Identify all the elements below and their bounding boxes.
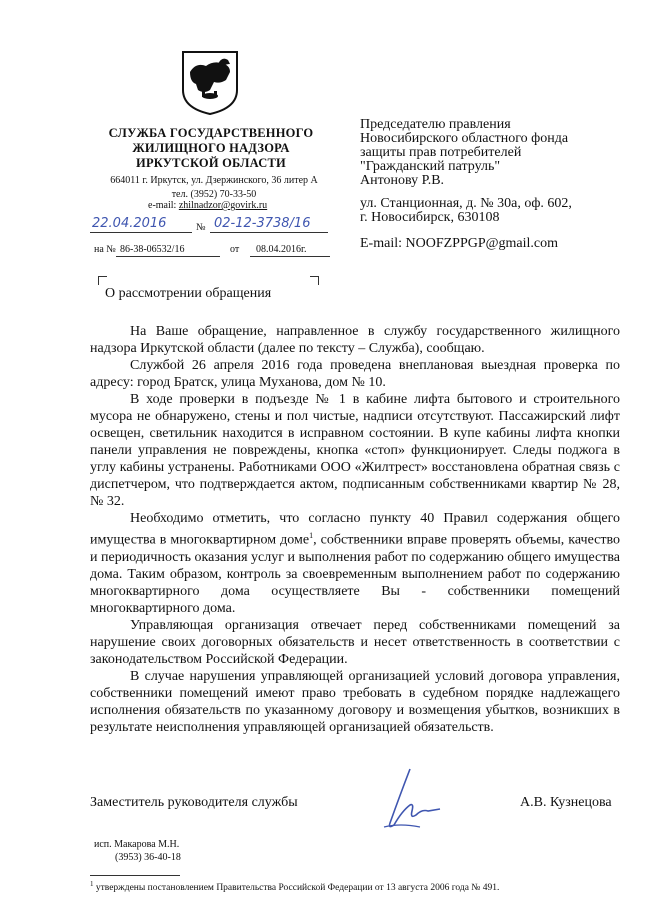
footnote-ref: 1 xyxy=(309,531,314,540)
handwritten-signature xyxy=(370,765,450,840)
sender-address: 664011 г. Иркутск, ул. Дзержинского, 36 литер А xyxy=(110,175,318,186)
recipient-email: E-mail: NOOFZPPGP@gmail.com xyxy=(360,236,559,251)
recipient-line: Председателю правления xyxy=(360,117,511,132)
letter-body xyxy=(90,323,620,736)
executor-phone: (3953) 36-40-18 xyxy=(115,852,181,863)
coat-of-arms-emblem xyxy=(180,50,240,116)
signatory-position: Заместитель руководителя службы xyxy=(90,795,298,810)
ref-from: от xyxy=(230,244,240,255)
recipient-address xyxy=(360,197,572,225)
org-line: ЖИЛИЩНОГО НАДЗОРА xyxy=(132,141,290,155)
outgoing-date: 22.04.2016 xyxy=(92,216,167,231)
signatory-name: А.В. Кузнецова xyxy=(520,795,612,810)
footnote-text: утверждены постановлением Правительства Российской Федерации от 13 августа 2006 года № 491. xyxy=(93,883,500,894)
recipient-line: Антонову Р.В. xyxy=(360,173,445,188)
recipient-line: Новосибирского областного фонда xyxy=(360,131,569,146)
outgoing-number: 02-12-3738/16 xyxy=(214,216,311,231)
paragraph: В ходе проверки в подъезде № 1 в кабине лифта бытового и строительного мусора не обнаружено, стены и пол чистые, надписи отсутствуют. Пассажирский лифт освещен, светильник находится в исправном состоянии. В купе кабины лифта кнопки панели управления не повреждены, кнопка «стоп» функционирует. Следы поджога в углу кабины устранены. Работниками ООО «Жилтрест» восстановлена обратная связь с диспетчером, что подтверждается актом, подписанным собственниками квартир № 28, № 32. xyxy=(90,392,620,509)
ref-number: 86-38-06532/16 xyxy=(120,244,185,255)
ref-prefix: на № xyxy=(94,244,116,255)
footnote xyxy=(90,880,499,893)
reference-row xyxy=(94,243,334,259)
sender-phone: тел. (3952) 70-33-50 xyxy=(171,189,257,200)
recipient-address-line: ул. Станционная, д. № 30а, оф. 602, xyxy=(360,196,572,211)
paragraph: На Ваше обращение, направленное в службу государственного жилищного надзора Иркутской области (далее по тексту – Служба), сообщаю. xyxy=(90,324,620,356)
sender-organization xyxy=(86,126,336,171)
paragraph-with-footnote: Необходимо отметить, что согласно пункту 40 Правил содержания общего имущества в многоквартирном доме$^1$, собственники вправе проверять объемы, качество и периодичность оказания услуг и выполнения работ по содержанию общего имущества дома. Таким образом, контроль за своевременным выполнением работ по содержанию многоквартирного дома осуществляете Вы - собственники помещений многоквартирного дома. xyxy=(90,511,620,616)
recipient-block xyxy=(360,118,568,188)
paragraph: Службой 26 апреля 2016 года проведена внеплановая выездная проверка по адресу: город Братск, улица Муханова, дом № 10. xyxy=(90,358,620,390)
org-line: ИРКУТСКОЙ ОБЛАСТИ xyxy=(136,156,286,170)
outgoing-registration xyxy=(90,214,330,234)
recipient-line: защиты прав потребителей xyxy=(360,145,522,160)
footnote-divider xyxy=(90,875,180,876)
sender-email: zhilnadzor@govirk.ru xyxy=(178,200,268,211)
subject-line: О рассмотрении обращения xyxy=(105,286,272,301)
sender-email-row xyxy=(148,199,267,212)
executor-name: исп. Макарова М.Н. xyxy=(94,839,180,850)
ref-date: 08.04.2016г. xyxy=(256,244,307,255)
paragraph: Управляющая организация отвечает перед собственниками помещений за нарушение своих договорных обязательств и несет ответственность в соответствии с законодательством Российской Федерации. xyxy=(90,617,620,667)
recipient-address-line: г. Новосибирск, 630108 xyxy=(360,210,500,225)
org-line: СЛУЖБА ГОСУДАРСТВЕННОГО xyxy=(108,126,314,140)
email-label: e-mail: xyxy=(148,200,177,211)
paragraph: В случае нарушения управляющей организацией условий договора управления, собственники помещений имеют право требовать в судебном порядке надлежащего исполнения обязательств по указанному договору и возмещения убытков, возникших в результате неисполнения управляющей организацией обязательств. xyxy=(90,668,620,735)
number-sign: № xyxy=(196,222,206,233)
footnote-mark: 1 xyxy=(90,880,94,888)
recipient-line: "Гражданский патруль" xyxy=(360,159,501,174)
